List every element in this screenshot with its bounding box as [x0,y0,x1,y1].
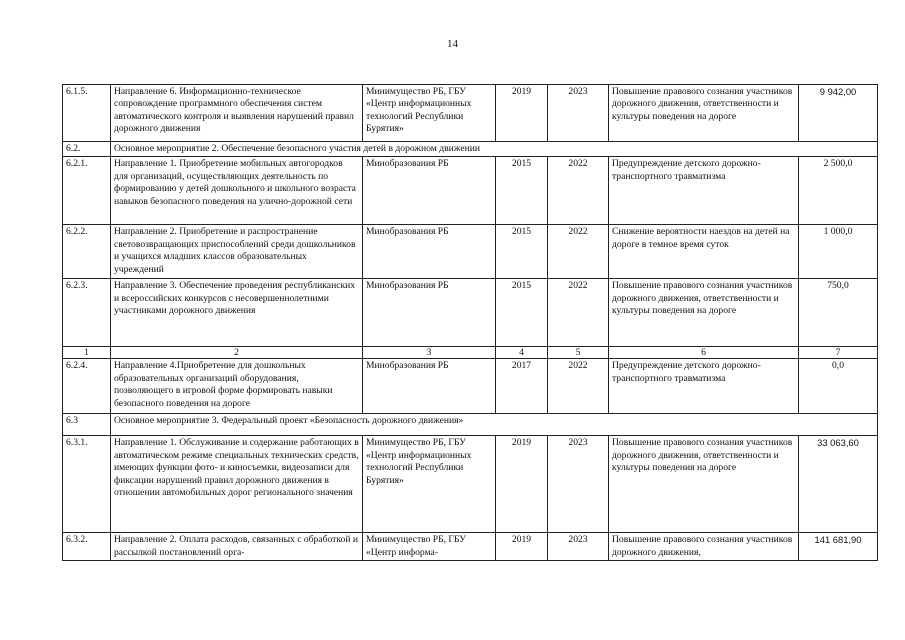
table-row [63,85,878,142]
row-result: Повышение правового сознания участников дорожного движения, ответственности и культуры поведения на дороге [609,279,799,347]
row-sum: 2 500,0 [799,157,878,225]
row-end-year: 2023 [548,85,609,142]
column-numbers-row [63,347,878,359]
column-number: 3 [363,347,496,359]
row-executor: Минимущество РБ, ГБУ «Центр информа- [363,533,496,561]
row-description: Направление 2. Приобретение и распространение световозвращающих приспособлений среди дошкольников и учащихся младших классов образовательных учреждений [111,225,363,279]
section-title: Основное мероприятие 3. Федеральный проект «Безопасность дорожного движения» [111,414,878,436]
row-description: Направление 1. Приобретение мобильных автогородков для организаций, осуществляющих деятельность по формированию у детей дошкольного и школьного возраста навыков безопасного поведения на улично-дорожной сети [111,157,363,225]
row-start-year: 2015 [496,279,548,347]
row-executor: Минимущество РБ, ГБУ «Центр информационных технологий Республики Бурятия» [363,85,496,142]
row-sum: 750,0 [799,279,878,347]
table-row [63,279,878,347]
row-result: Повышение правового сознания участников дорожного движения, [609,533,799,561]
section-number: 6.3 [63,414,111,436]
row-start-year: 2019 [496,436,548,533]
row-sum: 141 681,90 [799,533,878,561]
row-end-year: 2022 [548,359,609,414]
row-start-year: 2015 [496,157,548,225]
column-number: 6 [609,347,799,359]
section-row [63,142,878,157]
table-row [63,225,878,279]
section-title: Основное мероприятие 2. Обеспечение безопасного участия детей в дорожном движении [111,142,878,157]
row-result: Повышение правового сознания участников дорожного движения, ответственности и культуры поведения на дороге [609,436,799,533]
row-executor: Минобразования РБ [363,279,496,347]
row-executor: Минобразования РБ [363,157,496,225]
row-description: Направление 3. Обеспечение проведения республиканских и всероссийских конкурсов с несовершеннолетними участниками дорожного движения [111,279,363,347]
row-number: 6.2.3. [63,279,111,347]
column-number: 7 [799,347,878,359]
row-sum: 33 063,60 [799,436,878,533]
row-end-year: 2022 [548,279,609,347]
column-number: 5 [548,347,609,359]
row-description: Направление 1. Обслуживание и содержание работающих в автоматическом режиме специальных технических средств, имеющих функции фото- и киносъемки, видеозаписи для фиксации нарушений правил дорожного движения в отношении автомобильных дорог регионального значения [111,436,363,533]
row-executor: Минобразования РБ [363,359,496,414]
row-start-year: 2019 [496,533,548,561]
row-executor: Минобразования РБ [363,225,496,279]
row-start-year: 2015 [496,225,548,279]
page-number: 14 [447,38,458,50]
table-row [63,157,878,225]
section-number: 6.2. [63,142,111,157]
table-row [63,436,878,533]
row-number: 6.3.1. [63,436,111,533]
row-result: Снижение вероятности наездов на детей на дороге в темное время суток [609,225,799,279]
row-number: 6.3.2. [63,533,111,561]
row-sum: 1 000,0 [799,225,878,279]
row-end-year: 2023 [548,533,609,561]
row-executor: Минимущество РБ, ГБУ «Центр информационных технологий Республики Бурятия» [363,436,496,533]
row-sum: 0,0 [799,359,878,414]
row-end-year: 2022 [548,225,609,279]
column-number: 4 [496,347,548,359]
table-row [63,533,878,561]
column-number: 1 [63,347,111,359]
table-row [63,359,878,414]
row-number: 6.2.1. [63,157,111,225]
row-end-year: 2022 [548,157,609,225]
section-row [63,414,878,436]
row-start-year: 2017 [496,359,548,414]
row-description: Направление 4.Приобретение для дошкольных образовательных организаций оборудования, позволяющего в игровой форме формировать навыки безопасного поведения на дороге [111,359,363,414]
row-description: Направление 2. Оплата расходов, связанных с обработкой и рассылкой постановлений орга- [111,533,363,561]
row-end-year: 2023 [548,436,609,533]
row-sum: 9 942,00 [799,85,878,142]
column-number: 2 [111,347,363,359]
row-number: 6.2.4. [63,359,111,414]
row-description: Направление 6. Информационно-техническое сопровождение программного обеспечения систем автоматического контроля и выявления нарушений правил дорожного движения [111,85,363,142]
row-result: Повышение правового сознания участников дорожного движения, ответственности и культуры поведения на дороге [609,85,799,142]
program-table [62,84,878,561]
row-result: Предупреждение детского дорожно-транспортного травматизма [609,359,799,414]
row-number: 6.1.5. [63,85,111,142]
row-start-year: 2019 [496,85,548,142]
row-number: 6.2.2. [63,225,111,279]
row-result: Предупреждение детского дорожно-транспортного травматизма [609,157,799,225]
